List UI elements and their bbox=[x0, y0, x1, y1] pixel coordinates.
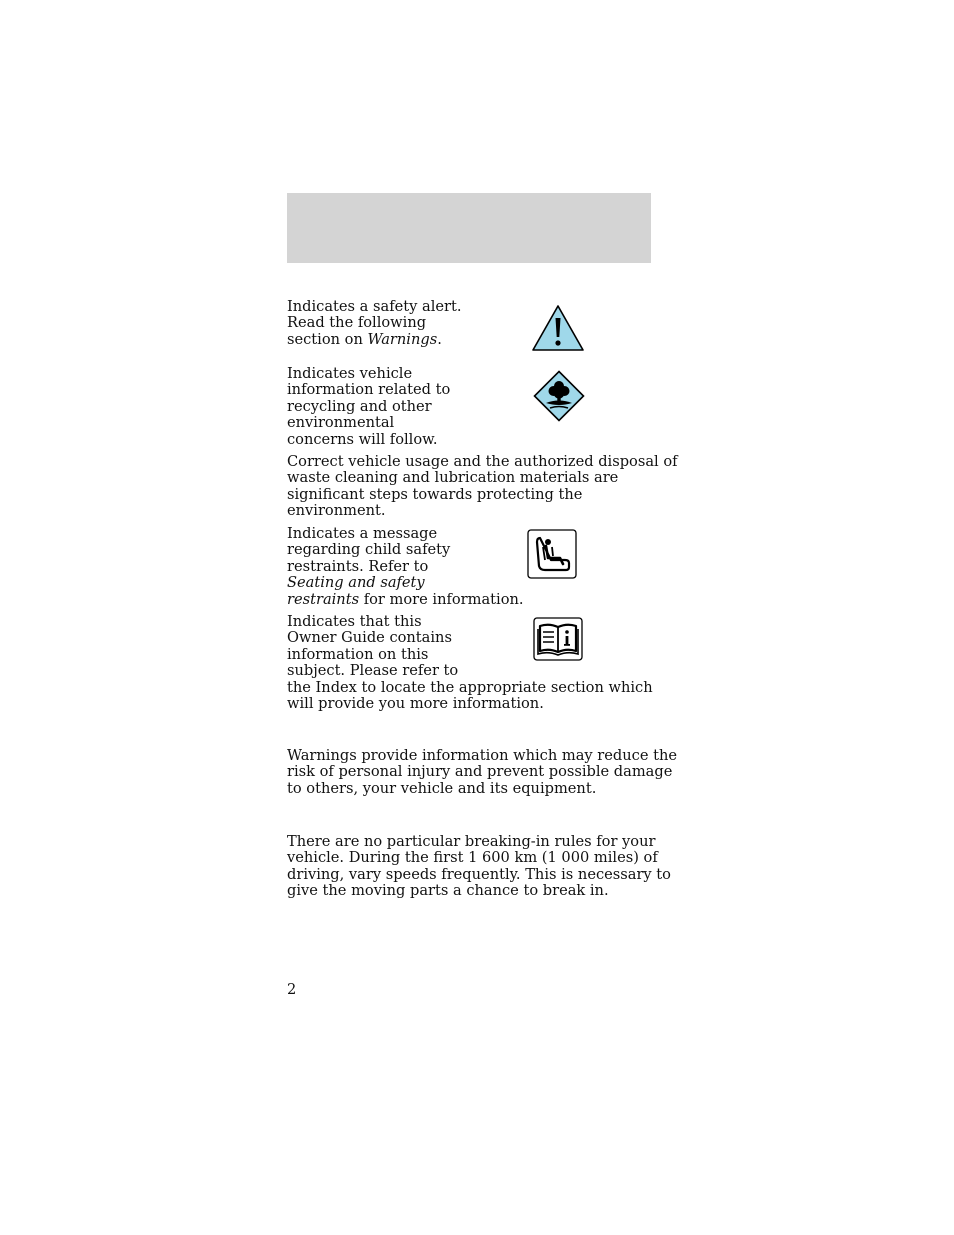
child-seat-icon bbox=[527, 529, 577, 579]
child-safety-text: Indicates a message regarding child safety restraints. Refer to Seating and safety restraints for more information. bbox=[287, 525, 524, 608]
page-number: 2 bbox=[287, 981, 297, 998]
warnings-paragraph: Warnings provide information which may reduce the risk of personal injury and prevent possible damage to others, your vehicle and its equipment. bbox=[287, 747, 677, 797]
environment-tree-icon bbox=[533, 370, 585, 422]
seating-restraints-reference: Seating and safety restraints bbox=[287, 574, 425, 608]
safety-alert-text: Indicates a safety alert. Read the following section on Warnings. bbox=[287, 298, 462, 348]
warnings-reference: Warnings bbox=[367, 330, 438, 348]
owner-guide-text: Indicates that this Owner Guide contains information on this subject. Please refer to the Index to locate the appropriate section which will provide you more information. bbox=[287, 613, 653, 713]
section-header-bar bbox=[287, 193, 651, 263]
environment-text: Indicates vehicle information related to recycling and other environmental concerns will follow. bbox=[287, 365, 451, 448]
owner-guide-book-icon bbox=[533, 617, 583, 661]
breaking-in-paragraph: There are no particular breaking-in rules for your vehicle. During the first 1 600 km (1 000 miles) of driving, vary speeds frequently. This is necessary to give the moving parts a chance to break in. bbox=[287, 833, 671, 900]
warning-triangle-icon bbox=[531, 304, 585, 352]
disposal-paragraph: Correct vehicle usage and the authorized disposal of waste cleaning and lubrication materials are significant steps towards protecting the environment. bbox=[287, 453, 678, 520]
